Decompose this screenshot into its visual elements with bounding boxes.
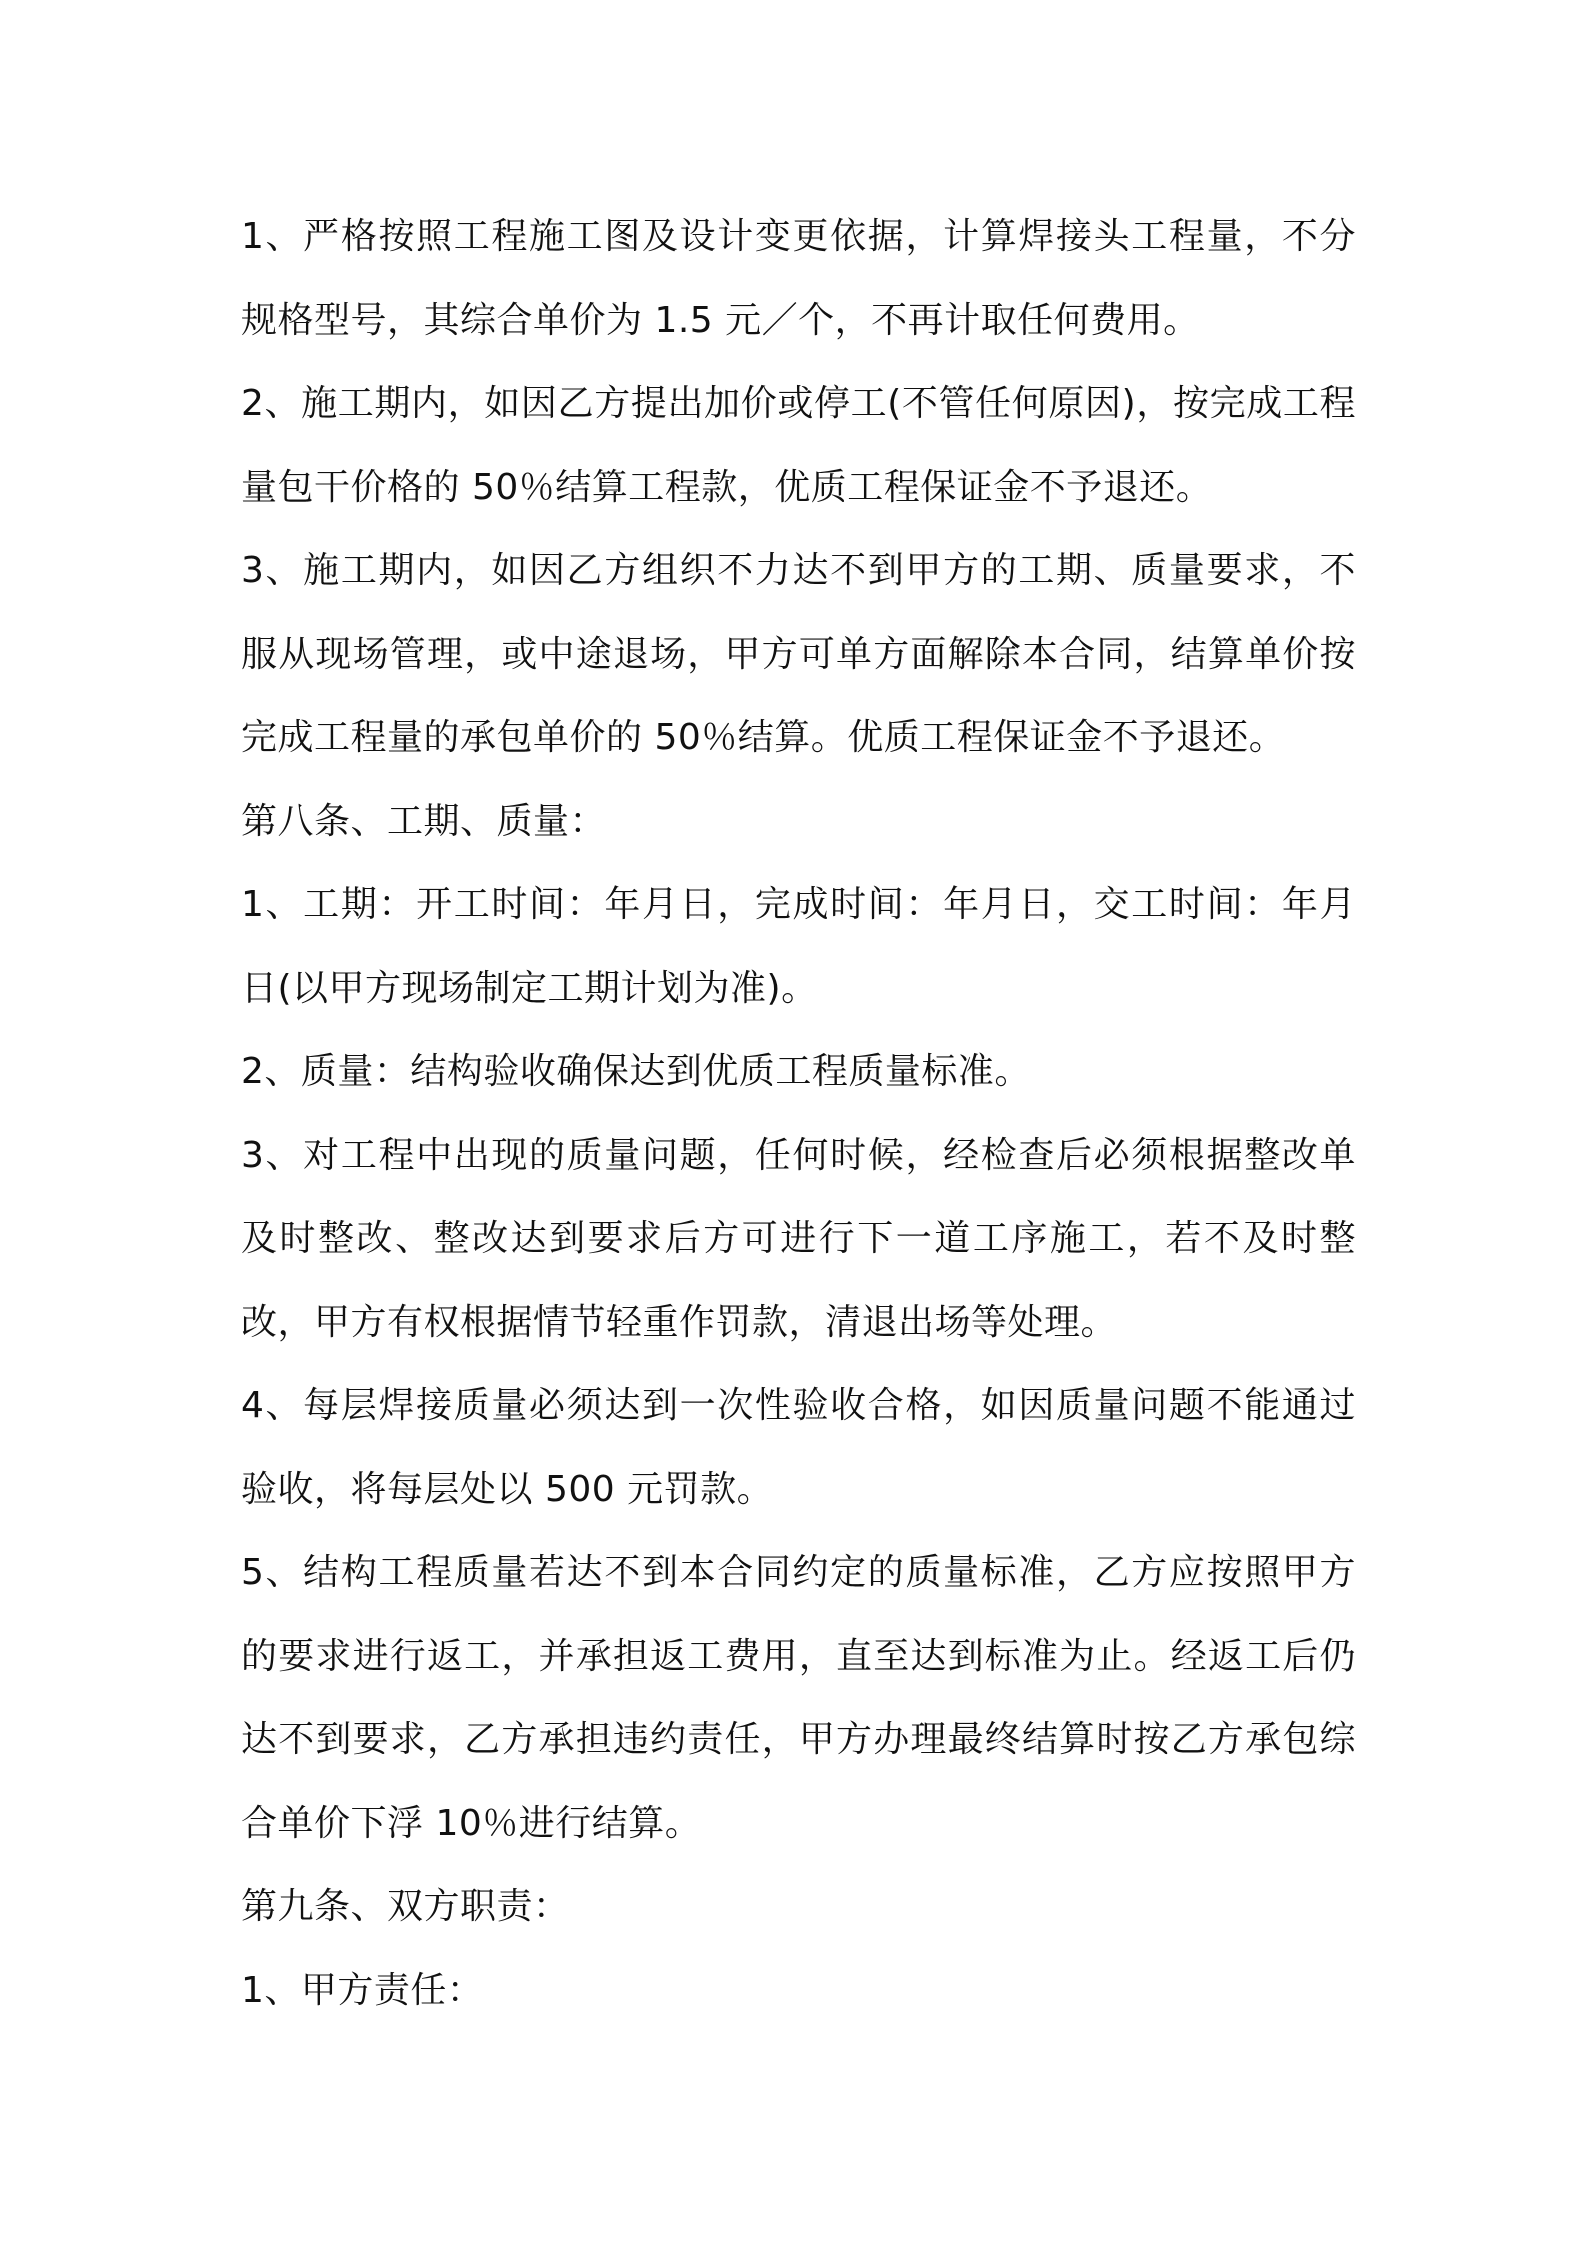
paragraph-item-3: 3、施工期内，如因乙方组织不力达不到甲方的工期、质量要求，不服从现场管理，或中途退场，甲方可单方面解除本合同，结算单价按完成工程量的承包单价的 50％结算。优质工程保证金不予退还。: [241, 550, 1356, 758]
paragraph-item-2: 2、施工期内，如因乙方提出加价或停工(不管任何原因)，按完成工程量包干价格的 50％结算工程款，优质工程保证金不予退还。: [241, 383, 1356, 508]
paragraph-rework: 5、结构工程质量若达不到本合同约定的质量标准，乙方应按照甲方的要求进行返工，并承担返工费用，直至达到标准为止。经返工后仍达不到要求，乙方承担违约责任，甲方办理最终结算时按乙方承包综合单价下浮 10％进行结算。: [241, 1552, 1356, 1844]
paragraph-item-1: 1、严格按照工程施工图及设计变更依据，计算焊接头工程量，不分规格型号，其综合单价为 1.5 元／个，不再计取任何费用。: [241, 216, 1356, 341]
document-body: [241, 195, 1356, 2032]
paragraph-schedule: 1、工期：开工时间：年月日，完成时间：年月日，交工时间：年月日(以甲方现场制定工期计划为准)。: [241, 884, 1356, 1009]
paragraph-party-a-duties: 1、甲方责任：: [241, 1969, 484, 2011]
paragraph-quality: 2、质量：结构验收确保达到优质工程质量标准。: [241, 1051, 1031, 1092]
section-heading-article-9: 第九条、双方职责：: [241, 1886, 570, 1927]
paragraph-welding-quality: 4、每层焊接质量必须达到一次性验收合格，如因质量问题不能通过验收，将每层处以 500 元罚款。: [241, 1385, 1356, 1510]
paragraph-quality-issues: 3、对工程中出现的质量问题，任何时候，经检查后必须根据整改单及时整改、整改达到要求后方可进行下一道工序施工，若不及时整改，甲方有权根据情节轻重作罚款，清退出场等处理。: [241, 1134, 1356, 1343]
section-heading-article-8: 第八条、工期、质量：: [241, 800, 607, 842]
